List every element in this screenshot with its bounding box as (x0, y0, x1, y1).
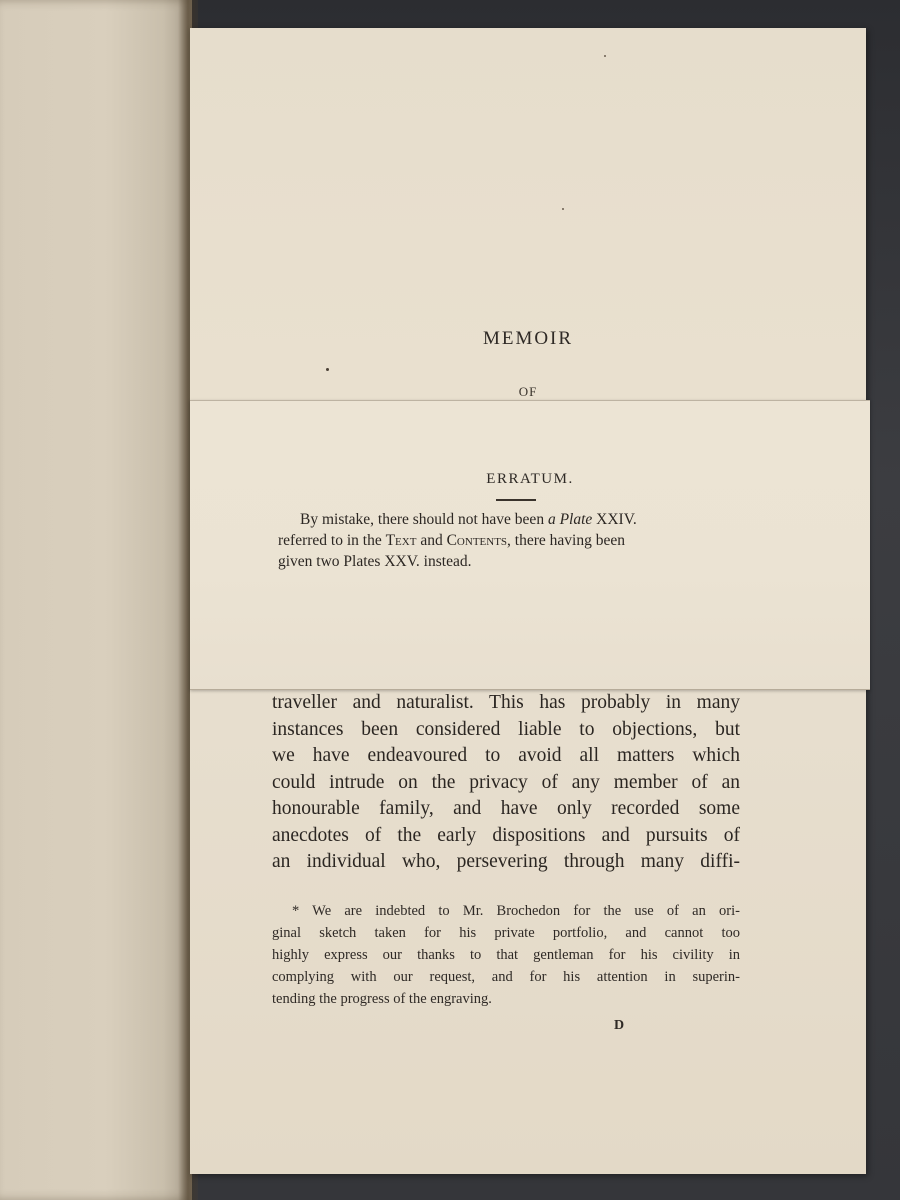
erratum-rule (496, 499, 536, 501)
footnote-line: complying with our request, and for his attention in superin- (272, 969, 740, 985)
body-line: an individual who, persevering through many diffi- (272, 851, 740, 872)
erratum-text-span: By mistake, there should not have been (300, 511, 548, 528)
erratum-text-span: and (416, 532, 447, 549)
body-line: anecdotes of the early dispositions and pursuits of (272, 824, 740, 846)
erratum-line-1 (278, 509, 748, 530)
footnote-line: tending the progress of the engraving. (272, 991, 492, 1007)
paper-speck (562, 208, 564, 210)
erratum-smallcaps-span: Text (385, 532, 417, 549)
page-heading: MEMOIR (482, 328, 574, 349)
erratum-italic-span: a Plate (547, 511, 593, 528)
erratum-text-span: , there having been (507, 532, 625, 549)
body-line: could intrude on the privacy of any member of an (272, 771, 740, 793)
body-paragraph (272, 690, 740, 876)
erratum-text-span: referred to in the (278, 532, 386, 549)
body-line: honourable family, and have only recorded some (272, 798, 740, 819)
erratum-text (278, 509, 748, 572)
heading-fragment: OF (518, 384, 538, 396)
footnote-line: highly express our thanks to that gentleman for his civility in (272, 947, 740, 963)
erratum-smallcaps-span: Contents (446, 532, 508, 549)
paper-speck (604, 55, 606, 57)
body-line: we have endeavoured to avoid all matters which (272, 745, 740, 766)
erratum-text-span: XXIV. (592, 511, 637, 528)
erratum-slip (190, 400, 870, 690)
signature-mark: D (614, 1018, 625, 1033)
footnote (272, 900, 740, 1010)
left-page (0, 0, 192, 1200)
erratum-line-3: given two Plates XXV. instead. (278, 553, 472, 570)
ink-speck (326, 368, 329, 371)
footnote-line: * We are indebted to Mr. Brochedon for the use of an ori- (292, 903, 740, 919)
body-line: traveller and naturalist. This has probably in many (272, 692, 740, 713)
erratum-line-2 (278, 530, 748, 551)
body-line: instances been considered liable to objections, but (272, 718, 740, 740)
erratum-title: ERRATUM. (486, 471, 574, 487)
footnote-line: ginal sketch taken for his private portfolio, and cannot too (272, 925, 740, 941)
